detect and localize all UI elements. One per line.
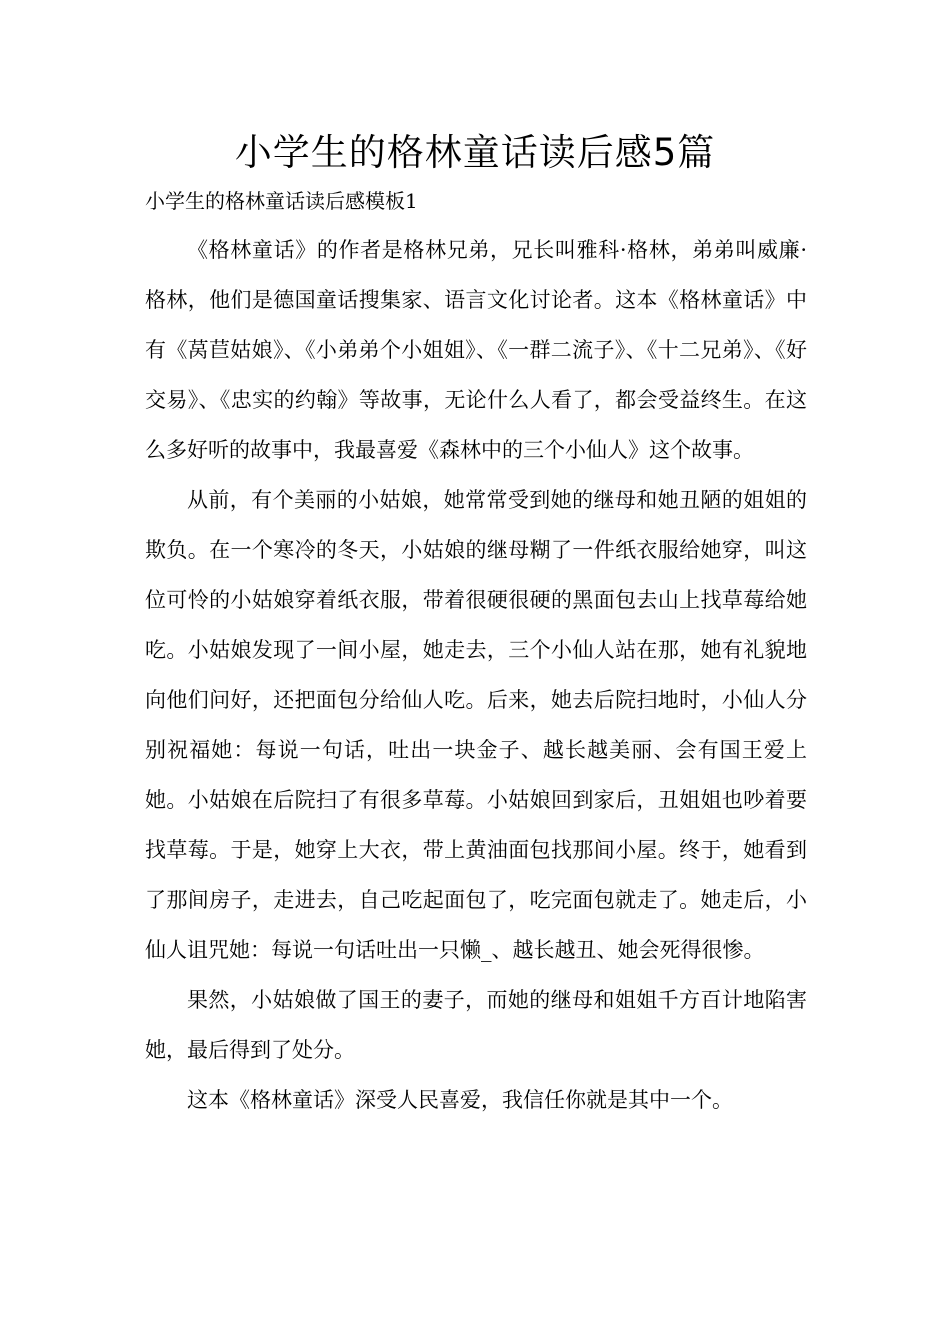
paragraph-intro: 《格林童话》的作者是格林兄弟，兄长叫雅科·格林，弟弟叫威廉·格林，他们是德国童话搜集家、语言文化讨论者。这本《格林童话》中有《莴苣姑娘》、《小弟弟个小姐姐》、《一群二流子》、《十二兄弟》、《好交易》、《忠实的约翰》等故事，无论什么人看了，都会受益终生。在这么多好听的故事中，我最喜爱《森林中的三个小仙人》这个故事。: [145, 238, 807, 462]
document-body: [145, 225, 807, 1125]
paragraph-story: 从前，有个美丽的小姑娘，她常常受到她的继母和她丑陋的姐姐的欺负。在一个寒冷的冬天，小姑娘的继母糊了一件纸衣服给她穿，叫这位可怜的小姑娘穿着纸衣服，带着很硬很硬的黑面包去山上找草莓给她吃。小姑娘发现了一间小屋，她走去，三个小仙人站在那，她有礼貌地向他们问好，还把面包分给仙人吃。后来，她去后院扫地时，小仙人分别祝福她：每说一句话，吐出一块金子、越长越美丽、会有国王爱上她。小姑娘在后院扫了有很多草莓。小姑娘回到家后，丑姐姐也吵着要找草莓。于是，她穿上大衣，带上黄油面包找那间小屋。终于，她看到了那间房子，走进去，自己吃起面包了，吃完面包就走了。她走后，小仙人诅咒她：每说一句话吐出一只懒_、越长越丑、她会死得很惨。: [145, 488, 807, 962]
document-title: 小学生的格林童话读后感5篇: [234, 131, 716, 174]
paragraph-ending: 果然，小姑娘做了国王的妻子，而她的继母和姐姐千方百计地陷害她，最后得到了处分。: [145, 988, 807, 1062]
section-heading: 小学生的格林童话读后感模板1: [145, 189, 418, 213]
paragraph-conclusion: 这本《格林童话》深受人民喜爱，我信任你就是其中一个。: [187, 1088, 733, 1112]
